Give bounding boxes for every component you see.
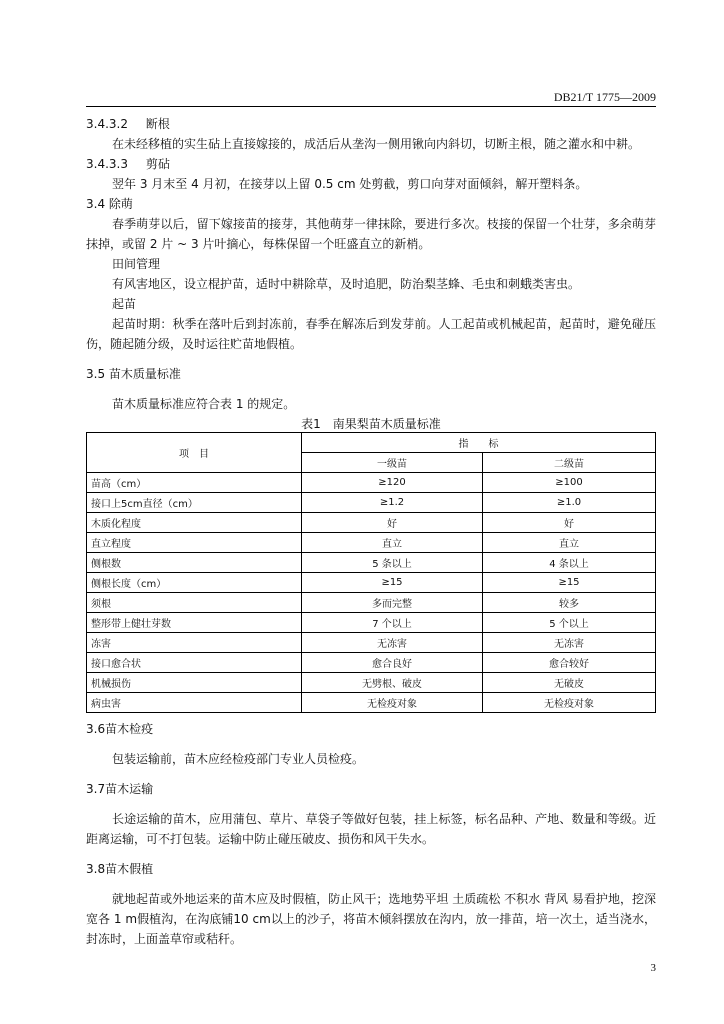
cell-grade-1: 无劈根、破皮 xyxy=(302,673,483,693)
table-row xyxy=(87,493,656,513)
cell-grade-1: 无检疫对象 xyxy=(302,693,483,713)
table-row xyxy=(87,633,656,653)
cell-item: 苗高（cm） xyxy=(87,473,302,493)
cell-grade-2: ≥1.0 xyxy=(483,493,656,513)
cell-item: 直立程度 xyxy=(87,533,302,553)
section-3-6-heading: 3.6苗木检疫 xyxy=(86,722,154,736)
cell-grade-1: 直立 xyxy=(302,533,483,553)
table-row xyxy=(87,533,656,553)
section-3-7-heading: 3.7苗木运输 xyxy=(86,782,154,796)
cell-item: 机械损伤 xyxy=(87,673,302,693)
cell-grade-1: ≥120 xyxy=(302,473,483,493)
table-header-row xyxy=(87,433,656,453)
section-number: 3.4.3.3 xyxy=(86,157,128,171)
cell-grade-2: 无检疫对象 xyxy=(483,693,656,713)
cell-grade-1: 5 条以上 xyxy=(302,553,483,573)
table-row xyxy=(87,473,656,493)
cell-grade-1: ≥1.2 xyxy=(302,493,483,513)
cell-grade-2: ≥100 xyxy=(483,473,656,493)
table-row xyxy=(87,553,656,573)
page-content xyxy=(86,114,656,949)
cell-item: 接口愈合状 xyxy=(87,653,302,673)
seedling-lifting-title: 起苗 xyxy=(112,297,137,311)
cell-item: 病虫害 xyxy=(87,693,302,713)
table-row xyxy=(87,653,656,673)
section-number: 3.4 xyxy=(86,197,106,211)
cell-item: 须根 xyxy=(87,593,302,613)
section-title: 剪砧 xyxy=(145,157,170,171)
cell-item: 侧根数 xyxy=(87,553,302,573)
section-3-7-text: 长途运输的苗木，应用蒲包、草片、草袋子等做好包装，挂上标签，标名品种、产地、数量和等级。近距离运输，可不打包装。运输中防止碰压破皮、损伤和风干失水。 xyxy=(86,812,656,846)
table-row xyxy=(87,693,656,713)
section-3-4-3-3-text: 翌年 3 月末至 4 月初，在接芽以上留 0.5 cm 处剪截，剪口向芽对面倾斜，解开塑料条。 xyxy=(112,177,588,191)
cell-item: 木质化程度 xyxy=(87,513,302,533)
table-row xyxy=(87,673,656,693)
cell-item: 侧根长度（cm） xyxy=(87,573,302,593)
table-row xyxy=(87,593,656,613)
quality-standard-table xyxy=(86,432,656,713)
cell-grade-2: 直立 xyxy=(483,533,656,553)
cell-grade-1: 7 个以上 xyxy=(302,613,483,633)
section-3-8-text: 就地起苗或外地运来的苗木应及时假植，防止风干；选地势平坦 土质疏松 不积水 背风 易看护地，挖深宽各 1 m假植沟，在沟底铺10 cm以上的沙子，将苗木倾斜摆放在沟内，放一排苗，培一次土，适当浇水，封冻时，上面盖草帘或秸秆。 xyxy=(86,892,656,946)
cell-grade-2: 好 xyxy=(483,513,656,533)
header-index: 指 标 xyxy=(302,433,656,453)
cell-item: 冻害 xyxy=(87,633,302,653)
section-3-4-3-2-text: 在未经移植的实生砧上直接嫁接的，成活后从垄沟一侧用锹向内斜切，切断主根，随之灌水和中耕。 xyxy=(112,137,641,151)
cell-grade-2: ≥15 xyxy=(483,573,656,593)
section-3-4-heading xyxy=(86,194,656,214)
header-grade-1: 一级苗 xyxy=(302,453,483,473)
table-row xyxy=(87,613,656,633)
cell-grade-1: 好 xyxy=(302,513,483,533)
table-row xyxy=(87,513,656,533)
cell-grade-2: 5 个以上 xyxy=(483,613,656,633)
cell-item: 整形带上健壮芽数 xyxy=(87,613,302,633)
section-3-4-text: 春季萌芽以后，留下嫁接苗的接芽，其他萌芽一律抹除，要进行多次。枝接的保留一个壮芽，多余萌芽抹掉，或留 2 片 ~ 3 片叶摘心，每株保留一个旺盛直立的新梢。 xyxy=(86,217,656,251)
header-grade-2: 二级苗 xyxy=(483,453,656,473)
cell-item: 接口上5cm直径（cm） xyxy=(87,493,302,513)
section-3-8-heading: 3.8苗木假植 xyxy=(86,862,154,876)
cell-grade-1: 多而完整 xyxy=(302,593,483,613)
cell-grade-1: 无冻害 xyxy=(302,633,483,653)
document-code: DB21/T 1775—2009 xyxy=(553,90,656,104)
section-3-4-3-2-heading xyxy=(86,114,656,134)
field-management-title: 田间管理 xyxy=(112,257,161,271)
section-title: 除萌 xyxy=(108,197,133,211)
section-title: 断根 xyxy=(145,117,170,131)
page-number: 3 xyxy=(650,962,656,974)
header-item: 项 目 xyxy=(87,433,302,473)
cell-grade-2: 4 条以上 xyxy=(483,553,656,573)
section-3-5-heading: 3.5 苗木质量标准 xyxy=(86,367,181,381)
section-3-6-text: 包装运输前，苗木应经检疫部门专业人员检疫。 xyxy=(112,752,365,766)
cell-grade-2: 无破皮 xyxy=(483,673,656,693)
section-3-5-text: 苗木质量标准应符合表 1 的规定。 xyxy=(112,397,296,411)
cell-grade-2: 较多 xyxy=(483,593,656,613)
section-3-4-3-3-heading xyxy=(86,154,656,174)
seedling-lifting-text: 起苗时期：秋季在落叶后到封冻前，春季在解冻后到发芽前。人工起苗或机械起苗，起苗时，避免碰压伤，随起随分级，及时运往贮苗地假植。 xyxy=(86,317,656,351)
section-number: 3.4.3.2 xyxy=(86,117,128,131)
table-caption: 表1 南果梨苗木质量标准 xyxy=(301,417,441,431)
cell-grade-1: ≥15 xyxy=(302,573,483,593)
header-rule xyxy=(86,106,656,107)
cell-grade-1: 愈合良好 xyxy=(302,653,483,673)
cell-grade-2: 无冻害 xyxy=(483,633,656,653)
cell-grade-2: 愈合较好 xyxy=(483,653,656,673)
field-management-text: 有风害地区，设立棍护苗，适时中耕除草，及时追肥，防治梨茎蜂、毛虫和刺蛾类害虫。 xyxy=(112,277,581,291)
table-row xyxy=(87,573,656,593)
